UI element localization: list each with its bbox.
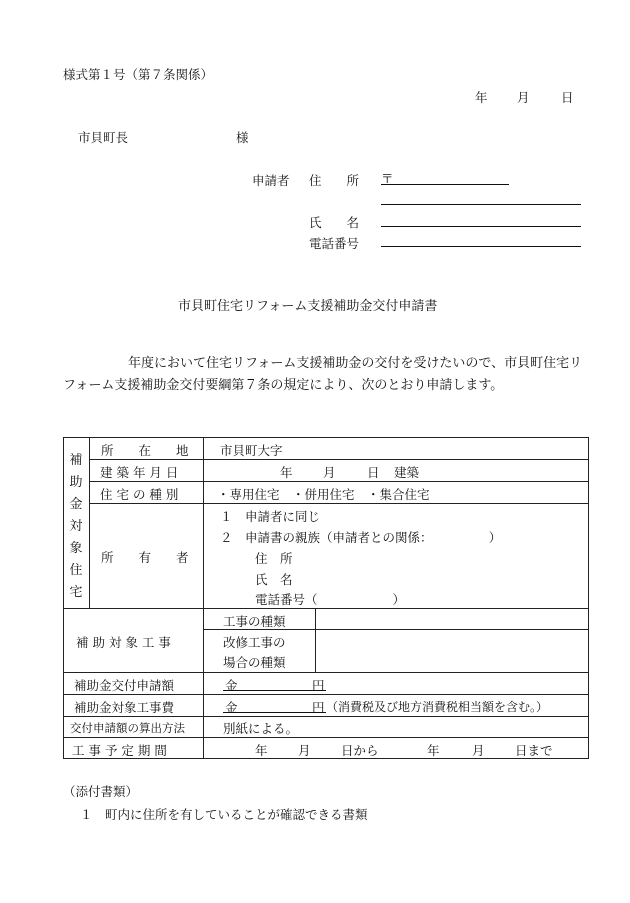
built-date-label: 建 築 年 月 日	[100, 465, 179, 480]
location-value: 市貝町大字	[220, 443, 283, 458]
body-paragraph: 年度において住宅リフォーム支援補助金の交付を受けたいので、市貝町住宅リフォーム支援補助金交付要綱第７条の規定により、次のとおり申請します。	[63, 356, 583, 393]
owner-option-relative: ２ 申請書の親族（申請者との関係： ）	[220, 530, 502, 545]
built-suffix: 建築	[394, 465, 420, 480]
amount-label: 補助金交付申請額	[74, 678, 175, 693]
built-month: 月	[323, 465, 336, 480]
form-number: 様式第１号（第７条関係）	[63, 67, 214, 82]
amount-yen: 円	[312, 678, 325, 693]
amount-prefix: 金	[225, 678, 238, 693]
address-label: 住 所	[309, 173, 360, 188]
built-day: 日	[367, 465, 380, 480]
attachment-item-1: １ 町内に住所を有していることが確認できる書類	[80, 807, 368, 822]
house-type-label: 住 宅 の 種 別	[100, 487, 179, 502]
method-label: 交付申請額の算出方法	[70, 721, 185, 735]
cost-prefix: 金	[225, 700, 238, 715]
amount-underline	[223, 690, 326, 691]
period-to: 日まで	[515, 743, 553, 758]
date-year-label: 年	[475, 90, 488, 105]
side-label-subsidy-house: 補 助 金 対 象 住 宅	[69, 453, 83, 600]
owner-phone-label: 電話番号（ ）	[255, 592, 406, 607]
postal-line	[381, 184, 509, 185]
cost-note: （消費税及び地方消費税相当額を含む。）	[326, 700, 549, 714]
renovation-label-1: 改修工事の	[223, 635, 286, 650]
name-label: 氏 名	[309, 215, 360, 230]
period-from: 日から	[341, 743, 379, 758]
document-title: 市貝町住宅リフォーム支援補助金交付申請書	[178, 299, 438, 314]
period-year-start: 年	[255, 743, 268, 758]
method-value: 別紙による。	[223, 721, 299, 736]
date-day-label: 日	[561, 90, 574, 105]
applicant-label: 申請者	[252, 173, 290, 188]
period-year-end: 年	[427, 743, 440, 758]
built-year: 年	[280, 465, 293, 480]
cost-yen: 円	[312, 700, 325, 715]
phone-line	[381, 246, 581, 247]
attachments-heading: （添付書類）	[63, 784, 139, 799]
work-type-label: 工事の種類	[223, 614, 286, 629]
address-line	[381, 204, 581, 205]
owner-name-label: 氏 名	[255, 572, 293, 587]
name-line	[381, 226, 581, 227]
addressee-name: 市貝町長	[78, 130, 129, 145]
owner-option-same: １ 申請者に同じ	[220, 509, 321, 524]
house-type-options: ・専用住宅 ・併用住宅 ・集合住宅	[217, 487, 430, 502]
owner-address-label: 住 所	[255, 551, 293, 566]
cost-label: 補助金対象工事費	[74, 700, 175, 715]
location-label: 所 在 地	[101, 443, 189, 458]
date-month-label: 月	[517, 90, 530, 105]
phone-label: 電話番号	[309, 236, 360, 251]
postal-mark: 〒	[381, 171, 394, 186]
cost-underline	[223, 712, 326, 713]
period-month-start: 月	[298, 743, 311, 758]
addressee-honorific: 様	[236, 130, 249, 145]
period-month-end: 月	[472, 743, 485, 758]
work-label: 補 助 対 象 工 事	[76, 635, 171, 650]
owner-label: 所 有 者	[101, 550, 189, 565]
period-label: 工 事 予 定 期 間	[72, 743, 167, 758]
renovation-label-2: 場合の種類	[223, 655, 286, 670]
